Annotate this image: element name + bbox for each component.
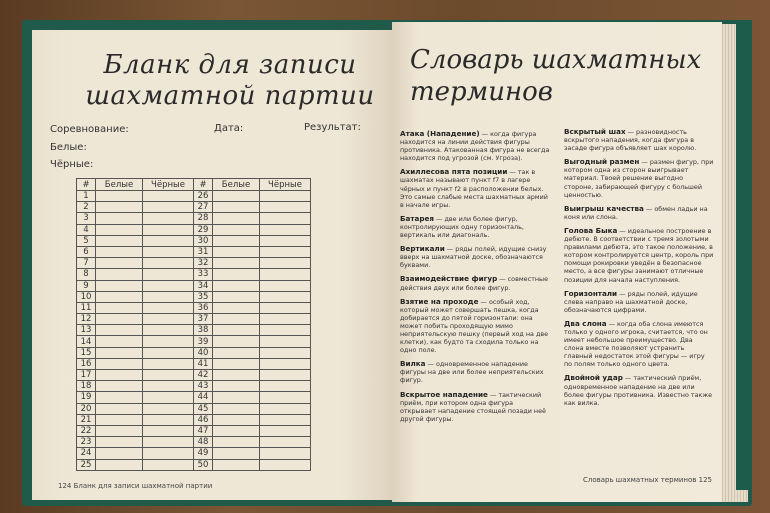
table-row: [77, 381, 311, 392]
black-move-cell: [143, 403, 194, 414]
glossary-definition: — когда фигура находится на линии действия фигуры противника. Атакованная фигура не всегда находится под угрозой (см. Угроза).: [400, 130, 550, 163]
black-move-cell: [260, 280, 311, 291]
move-number: 50: [194, 459, 213, 470]
black-move-cell: [260, 459, 311, 470]
move-number: 27: [194, 202, 213, 213]
glossary-definition: — две или более фигур, контролирующих одну горизонталь, вертикаль или диагональ.: [400, 214, 524, 240]
white-move-cell: [213, 370, 260, 381]
move-number: 30: [194, 235, 213, 246]
black-move-cell: [143, 392, 194, 403]
black-move-cell: [143, 425, 194, 436]
black-move-cell: [143, 381, 194, 392]
black-move-cell: [260, 381, 311, 392]
move-number: 35: [194, 291, 213, 302]
white-move-cell: [213, 459, 260, 470]
glossary-term: Вилка: [400, 359, 426, 369]
move-number: 14: [77, 336, 96, 347]
glossary-definition: — совместные действия двух или более фигур.: [400, 275, 549, 292]
table-row: [77, 336, 311, 347]
white-move-cell: [96, 202, 143, 213]
white-player-label: Белые:: [50, 142, 87, 153]
move-number: 49: [194, 448, 213, 459]
move-number: 10: [77, 291, 96, 302]
glossary-entry: [400, 360, 550, 384]
white-move-cell: [96, 191, 143, 202]
white-move-cell: [96, 269, 143, 280]
white-move-cell: [213, 437, 260, 448]
glossary-definition: — особый ход, который может совершать пешка, когда добирается до пятой горизонтали: она может побить проходящую мимо неприятельскую пешку (первый ход на две клетки), как будто та сходила только на одно поле.: [400, 297, 549, 355]
move-number: 19: [77, 392, 96, 403]
white-move-cell: [213, 347, 260, 358]
white-move-cell: [96, 314, 143, 325]
move-number: 4: [77, 224, 96, 235]
black-move-cell: [143, 370, 194, 381]
move-number: 42: [194, 370, 213, 381]
black-move-cell: [260, 347, 311, 358]
white-move-cell: [213, 425, 260, 436]
glossary-term: Взятие на проходе: [400, 296, 479, 306]
move-number: 38: [194, 325, 213, 336]
move-number: 41: [194, 358, 213, 369]
white-move-cell: [213, 392, 260, 403]
move-number: 16: [77, 358, 96, 369]
black-move-cell: [260, 403, 311, 414]
glossary-definition: — так в шахматах называют пункт f7 в лагере чёрных и пункт f2 в расположении белых. Это самые слабые места шахматных армий в начале игры.: [400, 168, 548, 209]
score-table-header: [77, 179, 311, 191]
white-move-cell: [213, 314, 260, 325]
glossary-definition: — ряды полей, идущие слева направо на шахматной доске, обозначаются цифрами.: [564, 289, 698, 314]
glossary-definition: — тактический приём, одновременное нападение на две или более фигуры противника. Известно также как вилка.: [564, 374, 713, 407]
white-move-cell: [96, 258, 143, 269]
white-move-cell: [213, 325, 260, 336]
page-footer-left: 124 Бланк для записи шахматной партии: [58, 482, 213, 490]
glossary-term: Горизонтали: [564, 288, 618, 298]
glossary-column-2: [564, 128, 714, 413]
header-num-2: #: [194, 179, 213, 191]
black-move-cell: [260, 370, 311, 381]
table-row: [77, 347, 311, 358]
white-move-cell: [213, 235, 260, 246]
black-move-cell: [260, 358, 311, 369]
move-number: 29: [194, 224, 213, 235]
black-move-cell: [143, 213, 194, 224]
black-move-cell: [143, 325, 194, 336]
glossary-entry: [564, 128, 714, 152]
black-move-cell: [260, 448, 311, 459]
white-move-cell: [96, 224, 143, 235]
glossary-term: Вертикали: [400, 244, 445, 254]
table-row: [77, 246, 311, 257]
white-move-cell: [213, 403, 260, 414]
black-move-cell: [143, 459, 194, 470]
move-number: 2: [77, 202, 96, 213]
black-move-cell: [143, 235, 194, 246]
glossary-entry: [400, 391, 550, 423]
black-move-cell: [260, 213, 311, 224]
black-move-cell: [143, 414, 194, 425]
right-page: [392, 22, 722, 502]
glossary-definition: — разновидность вскрытого нападения, когда фигура в засаде фигура объявляет шах королю.: [564, 128, 697, 153]
white-move-cell: [213, 336, 260, 347]
table-row: [77, 358, 311, 369]
move-number: 3: [77, 213, 96, 224]
glossary-entry: [564, 158, 714, 198]
table-row: [77, 425, 311, 436]
page-title-left: Бланк для записи шахматной партии: [85, 50, 375, 111]
move-number: 43: [194, 381, 213, 392]
black-player-label: Чёрные:: [50, 159, 94, 170]
glossary-definition: — ряды полей, идущие снизу вверх на шахматной доске, обозначаются буквами.: [400, 245, 547, 270]
black-move-cell: [260, 258, 311, 269]
glossary-definition: — обмен ладьи на коня или слона.: [564, 204, 708, 221]
glossary-entry: [400, 130, 550, 162]
white-move-cell: [213, 302, 260, 313]
glossary-entry: [564, 374, 714, 406]
table-row: [77, 269, 311, 280]
header-num-1: #: [77, 179, 96, 191]
white-move-cell: [213, 246, 260, 257]
table-row: [77, 291, 311, 302]
glossary-term: Выигрыш качества: [564, 203, 644, 213]
move-number: 44: [194, 392, 213, 403]
move-number: 23: [77, 437, 96, 448]
move-number: 9: [77, 280, 96, 291]
header-white-2: Белые: [213, 179, 260, 191]
white-move-cell: [96, 347, 143, 358]
move-number: 22: [77, 425, 96, 436]
score-table: [76, 178, 311, 471]
white-move-cell: [213, 213, 260, 224]
white-move-cell: [213, 269, 260, 280]
black-move-cell: [143, 347, 194, 358]
table-row: [77, 437, 311, 448]
black-move-cell: [143, 280, 194, 291]
white-move-cell: [213, 381, 260, 392]
table-row: [77, 459, 311, 470]
white-move-cell: [96, 325, 143, 336]
table-row: [77, 392, 311, 403]
white-move-cell: [96, 448, 143, 459]
glossary-entry: [400, 168, 550, 208]
black-move-cell: [143, 202, 194, 213]
move-number: 36: [194, 302, 213, 313]
white-move-cell: [96, 302, 143, 313]
black-move-cell: [143, 246, 194, 257]
glossary-term: Двойной удар: [564, 373, 623, 383]
move-number: 32: [194, 258, 213, 269]
table-row: [77, 202, 311, 213]
move-number: 8: [77, 269, 96, 280]
move-number: 7: [77, 258, 96, 269]
move-number: 20: [77, 403, 96, 414]
move-number: 25: [77, 459, 96, 470]
move-number: 39: [194, 336, 213, 347]
white-move-cell: [213, 280, 260, 291]
move-number: 15: [77, 347, 96, 358]
move-number: 13: [77, 325, 96, 336]
table-row: [77, 213, 311, 224]
white-move-cell: [96, 425, 143, 436]
white-move-cell: [213, 224, 260, 235]
white-move-cell: [96, 291, 143, 302]
move-number: 12: [77, 314, 96, 325]
glossary-term: Ахиллесова пята позиции: [400, 167, 508, 177]
glossary-entry: [400, 215, 550, 239]
move-number: 17: [77, 370, 96, 381]
move-number: 45: [194, 403, 213, 414]
glossary-definition: — когда оба слона имеются только у одного игрока, считается, что он имеет небольшое преимущество. Два слона вместе позволяют устранить главный недостаток этой фигуры — игру по полям только одного цвета.: [564, 319, 708, 369]
move-number: 24: [77, 448, 96, 459]
table-row: [77, 403, 311, 414]
glossary-entry: [564, 290, 714, 314]
glossary-entry: [400, 298, 550, 355]
glossary-definition: — тактический приём, при котором одна фигура открывает нападение стоящей позади неё другой фигуры.: [400, 390, 546, 423]
move-number: 34: [194, 280, 213, 291]
glossary-column-1: [400, 130, 550, 429]
date-label: Дата:: [214, 123, 244, 134]
black-move-cell: [260, 246, 311, 257]
move-number: 37: [194, 314, 213, 325]
white-move-cell: [96, 459, 143, 470]
glossary-term: Атака (Нападение): [400, 129, 480, 138]
table-row: [77, 325, 311, 336]
glossary-term: Взаимодействие фигур: [400, 274, 498, 284]
table-row: [77, 314, 311, 325]
glossary-term: Батарея: [400, 213, 434, 223]
competition-label: Соревнование:: [50, 124, 129, 135]
white-move-cell: [213, 191, 260, 202]
white-move-cell: [96, 370, 143, 381]
glossary-entry: [400, 245, 550, 269]
white-move-cell: [96, 437, 143, 448]
glossary-term: Выгодный размен: [564, 157, 640, 167]
table-row: [77, 414, 311, 425]
black-move-cell: [260, 235, 311, 246]
black-move-cell: [260, 437, 311, 448]
table-row: [77, 191, 311, 202]
table-row: [77, 448, 311, 459]
cover-spine-edge: [736, 20, 752, 490]
black-move-cell: [260, 325, 311, 336]
white-move-cell: [96, 235, 143, 246]
white-move-cell: [213, 258, 260, 269]
move-number: 5: [77, 235, 96, 246]
header-black-1: Чёрные: [143, 179, 194, 191]
move-number: 18: [77, 381, 96, 392]
table-row: [77, 280, 311, 291]
page-title-right: Словарь шахматных терминов: [410, 45, 702, 107]
black-move-cell: [143, 358, 194, 369]
black-move-cell: [260, 392, 311, 403]
move-number: 33: [194, 269, 213, 280]
table-row: [77, 370, 311, 381]
move-number: 46: [194, 414, 213, 425]
move-number: 47: [194, 425, 213, 436]
table-row: [77, 235, 311, 246]
glossary-term: Голова Быка: [564, 225, 618, 235]
table-row: [77, 224, 311, 235]
black-move-cell: [143, 302, 194, 313]
move-number: 11: [77, 302, 96, 313]
white-move-cell: [213, 291, 260, 302]
black-move-cell: [260, 425, 311, 436]
move-number: 31: [194, 246, 213, 257]
black-move-cell: [260, 302, 311, 313]
table-row: [77, 302, 311, 313]
black-move-cell: [260, 191, 311, 202]
white-move-cell: [96, 403, 143, 414]
header-white-1: Белые: [96, 179, 143, 191]
move-number: 26: [194, 191, 213, 202]
glossary-entry: [564, 227, 714, 284]
glossary-entry: [400, 275, 550, 291]
white-move-cell: [213, 414, 260, 425]
white-move-cell: [213, 358, 260, 369]
black-move-cell: [143, 191, 194, 202]
glossary-entry: [564, 320, 714, 369]
black-move-cell: [260, 269, 311, 280]
move-number: 21: [77, 414, 96, 425]
white-move-cell: [96, 381, 143, 392]
glossary-definition: — одновременное нападение фигуры на две или более неприятельских фигур.: [400, 360, 544, 385]
move-number: 40: [194, 347, 213, 358]
black-move-cell: [143, 448, 194, 459]
white-move-cell: [213, 202, 260, 213]
result-label: Результат:: [304, 122, 361, 133]
black-move-cell: [143, 291, 194, 302]
black-move-cell: [143, 336, 194, 347]
glossary-definition: — идеальное построение в дебюте. В соответствии с тремя золотыми правилами дебюта, это такое положение, в котором контролируется центр, король при помощи рокировки уведён в безопасное место, а все фигуры занимают отличные позиции для начала наступления.: [564, 226, 714, 284]
black-move-cell: [260, 314, 311, 325]
glossary-term: Вскрытое нападение: [400, 389, 488, 399]
white-move-cell: [96, 358, 143, 369]
glossary-term: Вскрытый шах: [564, 127, 626, 136]
white-move-cell: [213, 448, 260, 459]
move-number: 6: [77, 246, 96, 257]
black-move-cell: [260, 224, 311, 235]
glossary-entry: [564, 205, 714, 221]
glossary-definition: — размен фигур, при котором одна из сторон выигрывает материал. Твоей решение выгодно стороне, забирающей фигуру с большей ценностью.: [564, 158, 714, 199]
black-move-cell: [143, 437, 194, 448]
black-move-cell: [143, 314, 194, 325]
black-move-cell: [260, 336, 311, 347]
glossary-term: Два слона: [564, 318, 607, 328]
header-black-2: Чёрные: [260, 179, 311, 191]
left-page: [32, 30, 394, 500]
black-move-cell: [143, 258, 194, 269]
page-footer-right: Словарь шахматных терминов 125: [582, 476, 712, 484]
black-move-cell: [143, 269, 194, 280]
white-move-cell: [96, 336, 143, 347]
move-number: 28: [194, 213, 213, 224]
white-move-cell: [96, 392, 143, 403]
black-move-cell: [260, 291, 311, 302]
white-move-cell: [96, 213, 143, 224]
white-move-cell: [96, 414, 143, 425]
white-move-cell: [96, 280, 143, 291]
table-row: [77, 258, 311, 269]
black-move-cell: [260, 202, 311, 213]
white-move-cell: [96, 246, 143, 257]
black-move-cell: [260, 414, 311, 425]
black-move-cell: [143, 224, 194, 235]
move-number: 48: [194, 437, 213, 448]
move-number: 1: [77, 191, 96, 202]
